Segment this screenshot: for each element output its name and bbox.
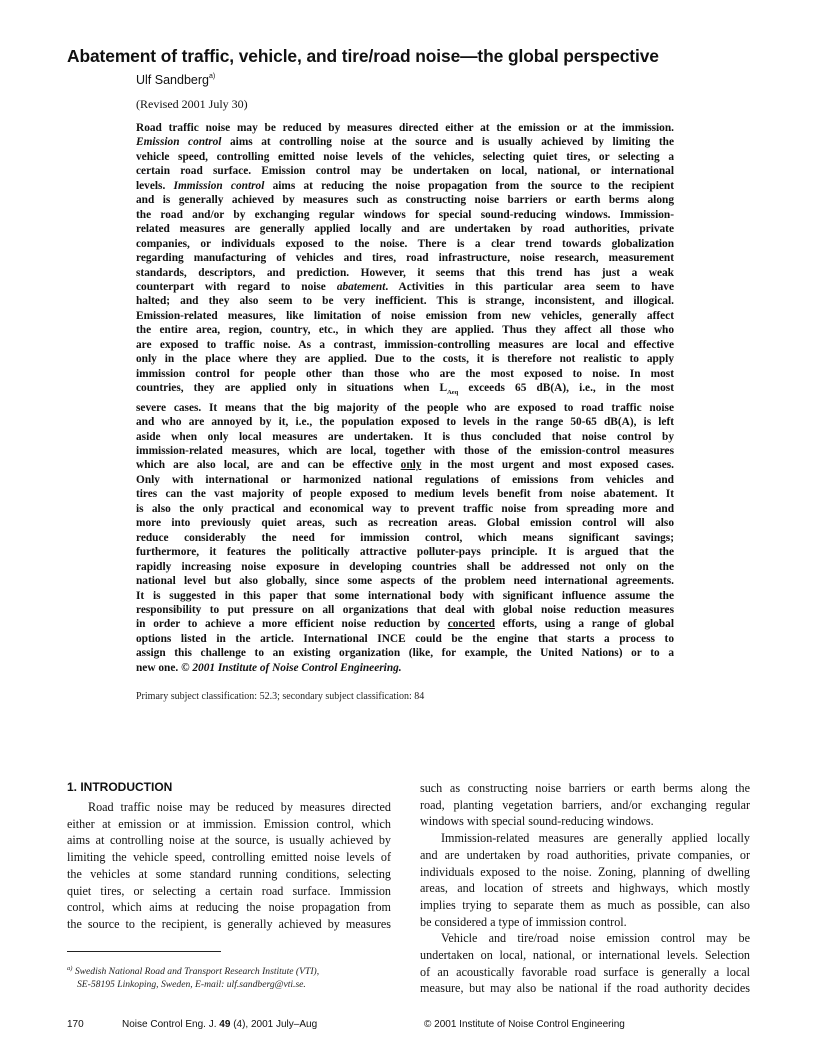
abstract-line — [136, 135, 674, 149]
abstract-line: regarding manufacturing of vehicles and tires, road infrastructure, noise research, measurement — [136, 252, 674, 265]
page-number: 170 — [67, 1019, 84, 1030]
abstract-line: aside when only local measures are undertaken. It is thus concluded that noise control by — [136, 430, 674, 443]
right-column — [420, 780, 750, 997]
abstract-line-text: which are also local, are and can be effective — [136, 459, 401, 472]
italic-term: Immission control — [173, 179, 265, 192]
body-line: road, planting vegetation barriers, and/or exchanging regular — [420, 797, 750, 812]
abstract-line — [136, 617, 674, 631]
body-line: measure, but may also be national if the road authority decides — [420, 981, 750, 996]
body-line: individuals exposed to the noise. Zoning, planning of dwelling — [420, 864, 750, 879]
abstract-line: assign this challenge to an existing organization (like, for example, the United Nations) or to a — [136, 647, 674, 660]
body-line: windows with special sound-reducing windows. — [420, 814, 654, 829]
journal-volume: 49 — [219, 1019, 231, 1030]
article-title: Abatement of traffic, vehicle, and tire/road noise—the global perspective — [67, 46, 659, 66]
abstract-line: and who are annoyed by it, i.e., the population exposed to levels in the range 50-65 dB(A), is left — [136, 416, 674, 429]
italic-term: abatement — [336, 280, 386, 293]
abstract-line-text: efforts, using a range of global — [494, 618, 674, 631]
abstract-line: options listed in the article. International INCE could be the engine that starts a process to — [136, 632, 674, 645]
abstract-line — [136, 458, 674, 472]
abstract-line: national level but also globally, since some aspects of the problem need international agreements. — [136, 575, 674, 588]
abstract-line — [136, 280, 674, 294]
body-line: of an acoustically favorable road surface is generally a local — [420, 964, 750, 979]
revision-date: (Revised 2001 July 30) — [136, 97, 248, 111]
abstract-line: immission-related measures, which are local, together with those of the emission-control measures — [136, 444, 674, 457]
abstract-line: standards, descriptors, and prediction. However, it seems that this trend has just a weak — [136, 266, 674, 279]
footnote — [67, 962, 397, 991]
intro-paragraph — [67, 799, 391, 933]
body-line: the source to the recipient, is generally achieved by measures — [67, 916, 391, 931]
footnote-divider — [67, 951, 221, 952]
body-line: undertaken on local, national, or international levels. Selection — [420, 948, 750, 963]
abstract-line: only in the place where they are applied. Due to the costs, it is therefore not realistic to apply — [136, 353, 674, 366]
body-line: quiet tires, or selecting a certain road surface. Immission — [67, 883, 391, 898]
abstract-line-text: aims at reducing the noise propagation from the source to the recipient — [264, 179, 674, 192]
footnote-line: SE-58195 Linkoping, Sweden, E-mail: ulf.sandberg@vti.se. — [77, 979, 306, 990]
abstract-line-text: levels. — [136, 179, 174, 192]
abstract-line: halted; and they also seem to be very inefficient. This is strange, inconsistent, and illogical. — [136, 295, 674, 308]
abstract-line-text: in order to achieve a more efficient noise reduction by — [136, 618, 448, 631]
abstract-line: tires can the vast majority of people exposed to medium levels benefit from noise abatement. It — [136, 488, 674, 501]
underlined-term: concerted — [447, 618, 495, 631]
body-line: limiting the vehicle speed, controlling emitted noise levels of — [67, 850, 391, 865]
body-line: areas, and location of streets and highways, which mostly — [420, 881, 750, 896]
body-line: such as constructing noise barriers or earth berms along the — [420, 781, 750, 795]
abstract-line-text: new one. — [136, 661, 182, 674]
journal-citation — [122, 1019, 317, 1030]
abstract-line: vehicle speed, controlling emitted noise levels of the vehicles, selecting quiet tires, or selecting a — [136, 150, 674, 163]
abstract-line-text: . Activities in this particular area seem to have — [385, 280, 674, 293]
abstract-line: furthermore, it features the politically attractive polluter-pays principle. It is argued that the — [136, 546, 674, 559]
abstract-line: immission control for people other than those who are the most exposed to noise. In most — [136, 367, 674, 380]
abstract-line: the entire area, region, country, etc., in which they are applied. Thus they affect all those who — [136, 324, 674, 337]
abstract-line: the road and/or by exchanging regular windows for special sound-reducing windows. Immission- — [136, 208, 674, 221]
author-name-text: Ulf Sandberg — [136, 73, 209, 87]
abstract-line: severe cases. It means that the big majority of the people who are exposed to road traffic noise — [136, 401, 674, 414]
body-line: Road traffic noise may be reduced by measures directed — [88, 800, 391, 814]
laeq-subscript: Aeq — [447, 389, 459, 397]
abstract-copyright: © 2001 Institute of Noise Control Engineering. — [181, 661, 402, 674]
body-line: either at emission or at immission. Emission control, which — [67, 816, 391, 831]
footnote-text: Swedish National Road and Transport Research Institute (VTI), — [74, 966, 320, 977]
subject-classification: Primary subject classification: 52.3; secondary subject classification: 84 — [136, 691, 425, 702]
body-line: implies trying to separate them as much as possible, can also — [420, 897, 750, 912]
abstract-line-text: in the most urgent and most exposed cases. — [421, 459, 674, 472]
abstract — [136, 121, 674, 675]
body-line: and are undertaken by road authorities, private companies, or — [420, 847, 750, 862]
abstract-line — [136, 381, 674, 400]
body-line: control, which aims at reducing the noise propagation from — [67, 900, 391, 915]
abstract-line: responsibility to put pressure on all organizations that deal with global noise reduction measures — [136, 603, 674, 616]
footnote-line — [67, 962, 397, 978]
intro-paragraph — [420, 780, 750, 997]
abstract-line: It is suggested in this paper that some international body with significant influence assume the — [136, 589, 674, 602]
abstract-line: Emission-related measures, like limitation of noise emission from new vehicles, generally affect — [136, 309, 674, 322]
abstract-line: and is generally achieved by measures such as constructing noise barriers or earth berms along — [136, 194, 674, 207]
abstract-line — [136, 661, 674, 675]
italic-term: Emission control — [136, 136, 222, 149]
abstract-line: companies, or individuals exposed to the noise. There is a clear trend towards globalization — [136, 237, 674, 250]
author-name — [136, 73, 215, 87]
body-line: be considered a type of immission control. — [420, 914, 627, 929]
abstract-line: reduce considerably the need for immission control, which means significant savings; — [136, 531, 674, 544]
body-line: aims at controlling noise at the source, is usually achieved by — [67, 833, 391, 848]
journal-name: Noise Control Eng. J. — [122, 1019, 217, 1030]
abstract-line-text: countries, they are applied only in situations when L — [136, 382, 448, 395]
footer-copyright: © 2001 Institute of Noise Control Engineering — [424, 1019, 625, 1030]
body-line: Immission-related measures are generally applied locally — [441, 831, 750, 846]
abstract-line: Only with international or harmonized national regulations of emissions from vehicles and — [136, 473, 674, 486]
left-column — [67, 780, 391, 933]
footnote-marker: a) — [67, 965, 73, 972]
body-line: Vehicle and tire/road noise emission control may be — [441, 931, 750, 946]
abstract-line — [136, 179, 674, 193]
section-heading: 1. INTRODUCTION — [67, 780, 173, 794]
abstract-line-text: exceeds 65 dB(A), i.e., in the most — [458, 382, 674, 395]
abstract-line-text: counterpart with regard to noise — [136, 280, 337, 293]
journal-issue: (4), 2001 July–Aug — [233, 1019, 318, 1030]
abstract-line: certain road surface. Emission control may be undertaken on local, national, or international — [136, 165, 674, 178]
abstract-line: rapidly increasing noise exposure in developing countries shall be addressed not only on the — [136, 560, 674, 573]
underlined-term: only — [400, 459, 422, 472]
body-line: the vehicles at some standard running conditions, selecting — [67, 866, 391, 881]
author-affiliation-marker: a) — [208, 73, 216, 80]
abstract-line: is also the only practical and economical way to prevent traffic noise from spreading more and — [136, 502, 674, 515]
abstract-line: related measures are generally applied locally and are undertaken by road authorities, private — [136, 223, 674, 236]
abstract-line: Road traffic noise may be reduced by measures directed either at the emission or at the immission. — [136, 122, 674, 134]
abstract-line-text: aims at controlling noise at the source and is usually achieved by limiting the — [221, 136, 674, 149]
abstract-line: are exposed to traffic noise. As a contrast, immission-controlling measures are local and effective — [136, 338, 674, 351]
abstract-line: more into previously quiet areas, such as recreation areas. Global emission control will also — [136, 517, 674, 530]
